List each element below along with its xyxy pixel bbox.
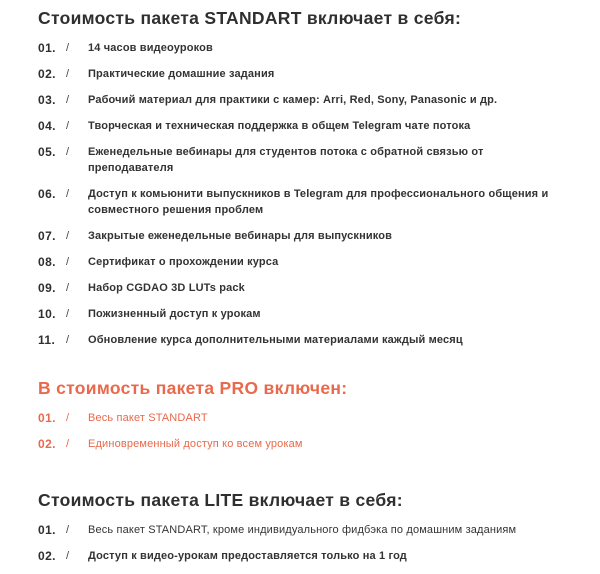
item-separator: /: [66, 334, 70, 346]
item-text: Рабочий материал для практики с камер: Arri, Red, Sony, Panasonic и др.: [88, 94, 498, 106]
item-separator: /: [66, 282, 70, 294]
section-title-standart: Стоимость пакета STANDART включает в себя:: [38, 8, 462, 28]
list-item: [38, 40, 586, 56]
item-separator: /: [66, 146, 70, 158]
list-item: [38, 66, 586, 82]
item-number: 01.: [38, 41, 56, 55]
item-text: Доступ к видео-урокам предоставляется только на 1 год: [88, 550, 407, 562]
item-separator: /: [66, 120, 70, 132]
list-item: [38, 522, 586, 538]
item-separator: /: [66, 256, 70, 268]
list-item: [38, 228, 586, 244]
item-separator: /: [66, 68, 70, 80]
list-item: [38, 332, 586, 348]
section-title-lite: Стоимость пакета LITE включает в себя:: [38, 490, 403, 510]
list-item: [38, 548, 586, 564]
list-item: [38, 144, 586, 176]
item-text: Пожизненный доступ к урокам: [88, 308, 261, 320]
list-item: [38, 306, 586, 322]
item-text: 14 часов видеоуроков: [88, 42, 213, 54]
section-pro: [38, 378, 586, 452]
item-number: 03.: [38, 93, 56, 107]
item-number: 01.: [38, 523, 56, 537]
item-separator: /: [66, 94, 70, 106]
list-item: [38, 254, 586, 270]
item-text: Весь пакет STANDART: [88, 412, 208, 424]
item-text: Набор CGDAO 3D LUTs pack: [88, 282, 245, 294]
item-separator: /: [66, 438, 70, 450]
item-separator: /: [66, 308, 70, 320]
item-text: Творческая и техническая поддержка в общем Telegram чате потока: [88, 120, 471, 132]
section-standart: [38, 8, 586, 348]
item-text: Практические домашние задания: [88, 68, 275, 80]
item-number: 02.: [38, 437, 56, 451]
item-number: 05.: [38, 145, 56, 159]
item-text: Еженедельные вебинары для студентов потока с обратной связью от преподавателя: [88, 146, 484, 174]
list-item: [38, 436, 586, 452]
item-number: 02.: [38, 67, 56, 81]
item-number: 01.: [38, 411, 56, 425]
item-separator: /: [66, 550, 70, 562]
list-item: [38, 280, 586, 296]
item-number: 10.: [38, 307, 56, 321]
item-separator: /: [66, 230, 70, 242]
section-title-pro: В стоимость пакета PRO включен:: [38, 378, 348, 398]
section-lite: [38, 490, 586, 564]
item-separator: /: [66, 524, 70, 536]
list-item: [38, 92, 586, 108]
item-number: 11.: [38, 333, 56, 347]
item-separator: /: [66, 188, 70, 200]
item-text: Обновление курса дополнительными материалами каждый месяц: [88, 334, 463, 346]
item-number: 02.: [38, 549, 56, 563]
item-text: Доступ к комьюнити выпускников в Telegram для профессионального общения и совместного решения проблем: [88, 188, 549, 216]
item-separator: /: [66, 412, 70, 424]
list-item: [38, 118, 586, 134]
item-separator: /: [66, 42, 70, 54]
item-text: Единовременный доступ ко всем урокам: [88, 438, 303, 450]
item-number: 08.: [38, 255, 56, 269]
item-number: 04.: [38, 119, 56, 133]
item-text: Весь пакет STANDART, кроме индивидуального фидбэка по домашним заданиям: [88, 524, 517, 536]
item-text: Сертификат о прохождении курса: [88, 256, 279, 268]
item-text: Закрытые еженедельные вебинары для выпускников: [88, 230, 393, 242]
list-item: [38, 186, 586, 218]
item-number: 07.: [38, 229, 56, 243]
list-item: [38, 410, 586, 426]
item-number: 09.: [38, 281, 56, 295]
item-number: 06.: [38, 187, 56, 201]
